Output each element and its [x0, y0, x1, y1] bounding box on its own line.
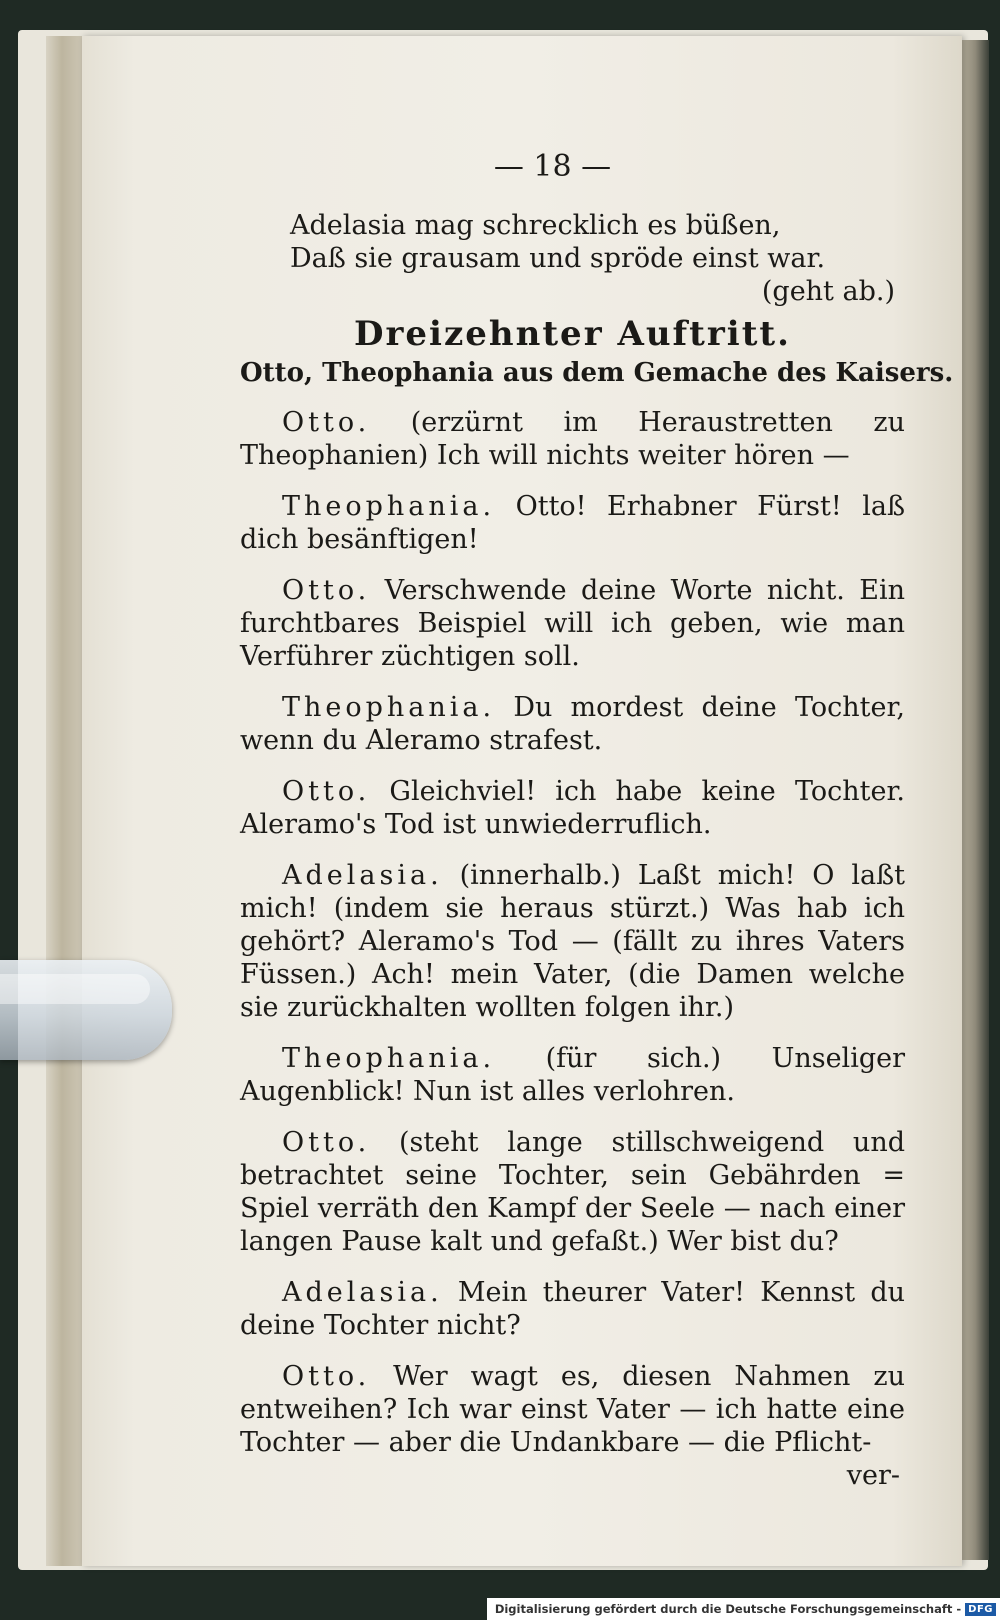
- credit-text: Digitalisierung gefördert durch die Deutsche Forschungsgemeinschaft -: [494, 1602, 962, 1616]
- speech-text: Verschwende deine Worte nicht. Ein furchtbares Beispiel will ich geben, wie man Verführer züchtigen soll.: [240, 575, 905, 672]
- catchword: ver-: [846, 1460, 900, 1491]
- speech: [240, 406, 905, 472]
- speaker-name: Theophania.: [282, 491, 496, 522]
- speech: [240, 691, 905, 757]
- page-number: — 18 —: [493, 149, 612, 184]
- speaker-name: Otto.: [282, 1127, 371, 1158]
- speaker-name: Otto.: [282, 776, 371, 807]
- speech: [240, 1042, 905, 1108]
- verse-line: Adelasia mag schrecklich es büßen,: [290, 210, 781, 241]
- scene-heading: Dreizehnter Auftritt.: [354, 314, 791, 354]
- page-stack-edge: [46, 36, 86, 1566]
- speech-text: (steht lange stillschweigend und betrachtet seine Tochter, sein Gebährden = Spiel verräth den Kampf der Seele — nach einer langen Pause kalt und gefaßt.) Wer bist du?: [240, 1127, 905, 1257]
- bookmark-clip: [0, 960, 172, 1060]
- speech: [240, 490, 905, 556]
- speech: [240, 1360, 905, 1459]
- speech-text: Gleichviel! ich habe keine Tochter. Aleramo's Tod ist unwiederruflich.: [240, 776, 905, 840]
- speaker-name: Theophania.: [282, 1043, 496, 1074]
- speech-text: Du mordest deine Tochter, wenn du Aleramo strafest.: [240, 692, 905, 756]
- speech-text: (erzürnt im Heraustretten zu Theophanien) Ich will nichts weiter hören —: [240, 407, 905, 471]
- speaker-name: Otto.: [282, 1361, 371, 1392]
- speech-text: Wer wagt es, diesen Nahmen zu entweihen? Ich war einst Vater — ich hatte eine Tochter — aber die Undankbare — die Pflicht-: [240, 1361, 905, 1458]
- speech-text: (für sich.) Unseliger Augenblick! Nun ist alles verlohren.: [240, 1043, 905, 1107]
- speech: [240, 1276, 905, 1342]
- scene-persons: Otto, Theophania aus dem Gemache des Kaisers.: [240, 358, 954, 388]
- speech-text: Mein theurer Vater! Kennst du deine Tochter nicht?: [240, 1277, 905, 1341]
- speech: [240, 1126, 905, 1258]
- speech-text: (innerhalb.) Laßt mich! O laßt mich! (indem sie heraus stürzt.) Was hab ich gehört? Aleramo's Tod — (fällt zu ihres Vaters Füssen.) Ach! mein Vater, (die Damen welche sie zurückhalten wollten folgen ihr.): [240, 860, 905, 1023]
- speaker-name: Otto.: [282, 575, 371, 606]
- bookmark-highlight: [0, 974, 150, 1004]
- speech-text: Otto! Erhabner Fürst! laß dich besänftigen!: [240, 491, 905, 555]
- verse-block: [290, 209, 905, 275]
- dfg-logo: DFG: [965, 1603, 996, 1616]
- stage-direction-exit: (geht ab.): [761, 276, 895, 307]
- speaker-name: Otto.: [282, 407, 371, 438]
- speech: [240, 775, 905, 841]
- speech: [240, 859, 905, 1024]
- verse-line: Daß sie grausam und spröde einst war.: [290, 243, 826, 274]
- speaker-name: Theophania.: [282, 692, 496, 723]
- page-text: [240, 149, 954, 1492]
- speaker-name: Adelasia.: [282, 860, 443, 891]
- speech: [240, 574, 905, 673]
- digitization-credit-bar: [487, 1598, 1000, 1620]
- speaker-name: Adelasia.: [282, 1277, 443, 1308]
